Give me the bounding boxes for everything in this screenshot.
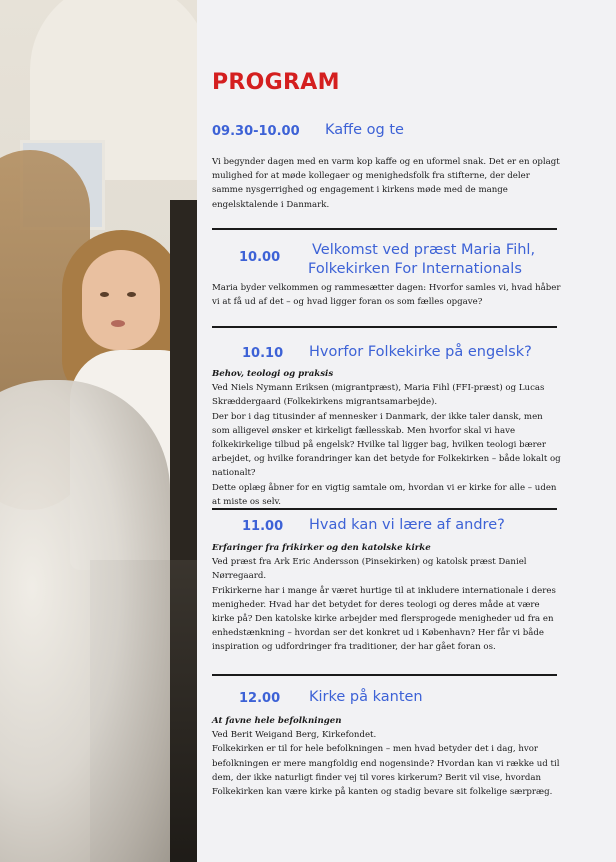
section-paragraph: Dette oplæg åbner for en vigtig samtale om, hvordan vi er kirke for alle – uden at miste os selv. bbox=[212, 482, 557, 507]
photo-girl-face bbox=[82, 250, 160, 350]
choir-photo bbox=[0, 0, 197, 862]
section-body bbox=[212, 281, 562, 309]
section-subtitle: At favne hele befolkningen bbox=[212, 716, 342, 726]
section-divider bbox=[212, 228, 557, 230]
section-time: 11.00 bbox=[242, 519, 284, 534]
section-paragraph: Maria byder velkommen og rammesætter dagen: Hvorfor samles vi, hvad håber vi at få ud af det – og hvad ligger foran os som fælles opgave? bbox=[212, 283, 561, 308]
section-time: 09.30-10.00 bbox=[212, 124, 300, 139]
section-time: 12.00 bbox=[239, 691, 281, 706]
section-divider bbox=[212, 508, 557, 510]
section-heading: Velkomst ved præst Maria Fihl, bbox=[312, 242, 536, 258]
page-title: PROGRAM bbox=[212, 70, 340, 95]
section-paragraph: Frikirkerne har i mange år været hurtige til at inkludere internationale i deres menigheder. Hvad har det betydet for deres teologi og deres måde at være kirke på? Den katolske kirke arbejder med flersprogede menigheder ud fra en enhedstænkning – hvordan ser det konkret ud i København? Her får vi både inspiration og udfordringer fra traditioner, der har gået foran os. bbox=[212, 585, 556, 653]
photo-girl-eye bbox=[100, 292, 109, 297]
section-heading: Hvad kan vi lære af andre? bbox=[309, 517, 505, 533]
section-heading: Hvorfor Folkekirke på engelsk? bbox=[309, 344, 532, 360]
section-divider bbox=[212, 326, 557, 328]
photo-girl-mouth bbox=[111, 320, 125, 327]
program-content bbox=[197, 0, 616, 862]
section-body bbox=[212, 714, 562, 799]
section-body bbox=[212, 541, 562, 655]
section-time: 10.10 bbox=[242, 346, 284, 361]
section-body bbox=[212, 367, 562, 509]
section-heading: Kaffe og te bbox=[325, 122, 404, 138]
photo-girl-eye bbox=[127, 292, 136, 297]
section-paragraph: Ved præst fra Ark Eric Andersson (Pinsekirken) og katolsk præst Daniel Nørregaard. bbox=[212, 557, 527, 582]
section-divider bbox=[212, 674, 557, 676]
section-paragraph: Ved Niels Nymann Eriksen (migrantpræst), Maria Fihl (FFI-præst) og Lucas Skræddergaard (Folkekirkens migrantsamarbejde). bbox=[212, 383, 545, 408]
section-paragraph: Vi begynder dagen med en varm kop kaffe og en uformel snak. Det er en oplagt mulighed for at møde kollegaer og menighedsfolk fra stifterne, der deler samme nysgerrighed og engagement i kirkens møde med de mange engelsktalende i Danmark. bbox=[212, 157, 560, 210]
section-time: 10.00 bbox=[239, 250, 281, 265]
photo-blurred-foreground bbox=[0, 380, 170, 862]
section-heading: Kirke på kanten bbox=[309, 689, 423, 705]
section-body bbox=[212, 155, 562, 212]
section-paragraph: Der bor i dag titusinder af mennesker i Danmark, der ikke taler dansk, men som alligevel ønsker et kirkeligt fællesskab. Men hvorfor skal vi have folkekirkelige tilbud på engelsk? Hvilke tal ligger bag, hvilken teologi bærer arbejdet, og hvilke forandringer kan det betyde for Folkekirken – både lokalt og nationalt? bbox=[212, 411, 561, 479]
section-heading: Folkekirken For Internationals bbox=[308, 261, 522, 277]
section-paragraph: Folkekirken er til for hele befolkningen – men hvad betyder det i dag, hvor befolkningen er mere mangfoldig end nogensinde? Hvordan kan vi række ud til dem, der ikke naturligt finder vej til vores kirkerum? Berit vil vise, hvordan Folkekirken kan være kirke på kanten og stadig bevare sit folkelige særpræg. bbox=[212, 744, 560, 798]
section-subtitle: Behov, teologi og praksis bbox=[212, 369, 334, 379]
section-paragraph: Ved Berit Weigand Berg, Kirkefondet. bbox=[212, 730, 377, 741]
section-subtitle: Erfaringer fra frikirker og den katolske kirke bbox=[212, 543, 431, 553]
